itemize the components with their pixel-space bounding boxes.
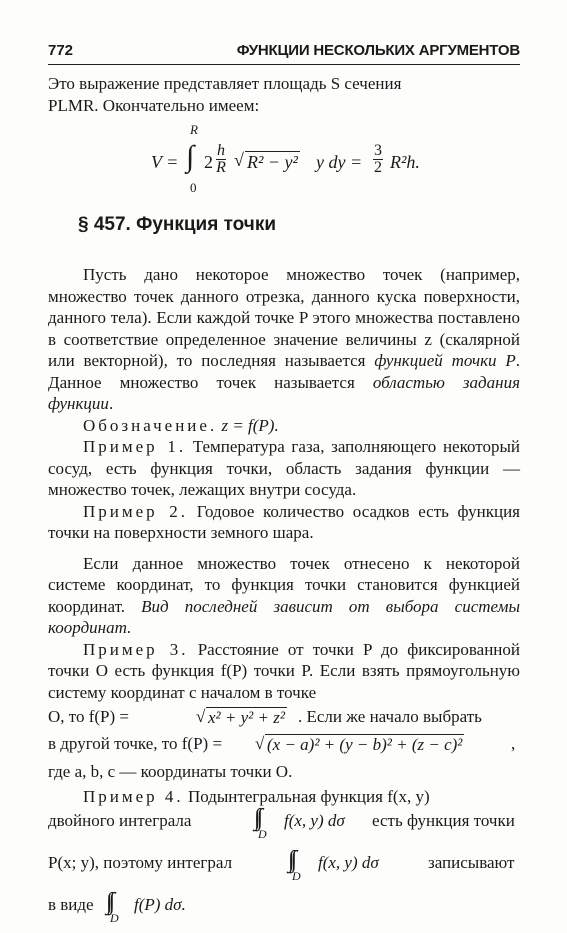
def-term-function-of-point: функцией точки P [374,351,516,370]
example-3-label: Пример 3. [83,639,189,659]
formula-tail: y dy = [316,152,363,172]
radicand: R² − y² [247,152,298,172]
fraction-denominator: R [216,159,226,176]
distance-radicand: x² + y² + z² [208,708,285,727]
example-2-text: Годовое количество осадков есть функция точки на поверхности земного шара. [48,501,520,542]
fraction-numerator: h [217,142,225,159]
double-integral-domain-3: D [110,911,119,925]
integrand-expr: f(x, y) dσ [284,811,345,830]
page-number: 772 [48,42,74,59]
notation-line [48,415,520,437]
formula-coef: 2 [204,152,213,172]
integral-notation-text: P(x; y), поэтому интеграл [48,853,233,872]
example-1-text: Температура газа, заполняющего некоторый сосуд, есть функция точки, область задания функции — множество точек, лежащих внутри сосуда. [48,437,520,499]
example-4-line-1 [48,786,520,808]
distance-lhs: O, то f(P) = [48,707,130,726]
fraction2-numerator: 3 [374,142,382,159]
double-integral-symbol-2 [288,847,301,883]
definition-paragraph [48,264,520,415]
example-3-distance-line [48,707,520,734]
section-title: § 457. Функция точки [78,214,277,235]
integrand-tail: есть функция точки [372,811,515,830]
double-integral-domain-2: D [292,869,301,883]
example-1 [48,436,520,501]
integral-tail-2: записывают [428,853,515,872]
page-body [48,73,520,933]
double-integral-sign-2: ∫∫ [288,847,294,873]
distance-tail: . Если же начало выбрать [298,707,482,726]
intro-line-1: Это выражение представляет площадь S сечения [48,74,402,93]
integral-expr-2: f(x, y) dσ [318,853,379,872]
def-text-3: . [108,394,114,413]
example-4-line-4 [48,891,520,933]
example-3 [48,639,520,704]
fraction-three-halves [373,143,383,176]
sqrt-sign: √ [234,150,244,170]
distance-sqrt-sign: √ [196,707,206,726]
shifted-radicand: (x − a)² + (y − b)² + (z − c)² [267,735,463,754]
notation-formula: z = f(P). [221,415,279,435]
example-2 [48,501,520,544]
running-title: ФУНКЦИИ НЕСКОЛЬКИХ АРГУМЕНТОВ [236,42,520,59]
coordinates-paragraph [48,553,520,639]
integral-lower-limit: 0 [190,180,197,195]
double-integral-caption: двойного интеграла [48,811,192,830]
volume-formula [48,116,520,212]
example-1-label: Пример 1. [83,437,187,456]
fraction2-denominator: 2 [374,159,382,176]
double-integral-symbol-3 [106,889,119,925]
example-3-shifted-line [48,734,520,761]
intro-line-2: PLMR. Окончательно имеем: [48,95,260,115]
double-integral-domain: D [258,827,267,841]
example-3-text: Расстояние от точки P до фиксированной точки O есть функция f(P) точки P. Если взять прямоугольную систему координат с началом в точке [48,639,520,702]
fraction-h-over-r [216,143,226,176]
example-4-line-3 [48,849,520,891]
final-form-text: в виде [48,895,94,914]
example-3-coords: где a, b, c — координаты точки O. [48,762,293,781]
running-header [48,40,520,65]
def-text-2: . Данное множество точек называется [48,351,520,392]
final-form-expr: f(P) dσ. [134,895,186,914]
paragraph-gap [48,544,520,553]
example-2-label: Пример 2. [83,501,189,521]
double-integral-sign-3: ∫∫ [106,889,112,915]
formula-lhs: V = [151,152,179,172]
shifted-sqrt-sign: √ [255,734,265,753]
example-4-line-2 [48,807,520,849]
integral-upper-limit: R [190,122,198,137]
example-4-label: Пример 4. [83,786,184,806]
double-integral-sign: ∫∫ [254,805,260,831]
shifted-tail: , [511,734,516,753]
formula-result: R²h. [390,152,420,172]
notation-label: Обозначение. [83,415,218,435]
double-integral-symbol [254,805,267,841]
def-text-1: Пусть дано некоторое множество точек (например, множество точек данного отрезка, данного куска поверхности, данного тела). Если каждой точке P этого множества поставлено в соответствие определенное значение величины z (скалярной или векторной), то последняя называется [48,265,520,370]
coordinates-text: Если данное множество точек отнесено к некоторой системе координат, то функция точки становится функцией координат. [48,553,520,616]
shifted-lhs: в другой точке, то f(P) = [48,734,223,753]
example-4-text: Подынтегральная функция f(x, y) [187,786,430,806]
def-term-domain: областью задания функции [48,372,520,413]
integral-sign: ∫ [186,140,195,173]
coordinates-italic: Вид последней зависит от выбора системы координат. [48,596,521,637]
